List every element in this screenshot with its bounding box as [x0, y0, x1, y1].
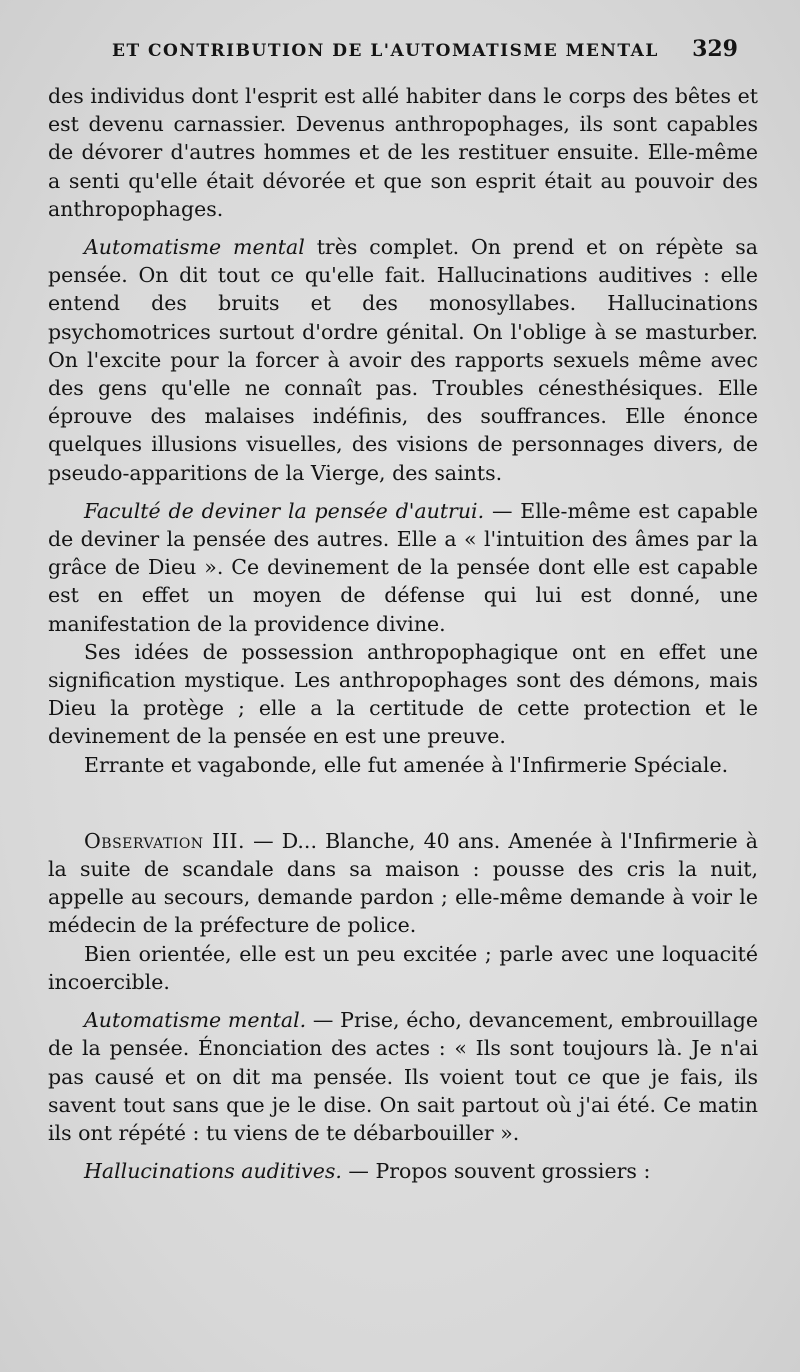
paragraph-continuation — [48, 82, 758, 223]
paragraph-possession — [48, 638, 758, 751]
paragraph-automatisme-mental — [48, 233, 758, 487]
running-title: ET CONTRIBUTION DE L'AUTOMATISME MENTAL — [112, 41, 659, 61]
paragraph-text: des individus dont l'esprit est allé habiter dans le corps des bêtes et est devenu carnassier. Devenus anthropophages, ils sont capables de dévorer d'autres hommes et de les restituer ensuite. Elle-même a senti qu'elle était dévorée et que son esprit était au pouvoir des anthropophages. — [48, 84, 758, 221]
paragraph-hallucinations-auditives — [48, 1157, 758, 1185]
section-heading: Automatisme mental. — [84, 1008, 307, 1033]
paragraph-text: Errante et vagabonde, elle fut amenée à l'Infirmerie Spéciale. — [84, 752, 729, 777]
paragraph-observation-iii — [48, 827, 758, 940]
paragraph-text: Bien orientée, elle est un peu excitée ; parle avec une loquacité incoercible. — [48, 941, 758, 994]
section-heading: Faculté de deviner la pensée d'autrui. — [84, 498, 485, 523]
paragraph-text: — Elle-même est capable de deviner la pensée des autres. Elle a « l'intuition des âmes par la grâce de Dieu ». Ce devinement de la pensée dont elle est capable est en effet un moyen de défense qui lui est donné, une manifestation de la providence divine. — [48, 498, 759, 636]
paragraph-bien-orientee — [48, 940, 758, 996]
section-heading: Hallucinations auditives. — [84, 1159, 342, 1184]
paragraph-text: — D... Blanche, 40 ans. Amenée à l'Infirmerie à la suite de scandale dans sa maison : pousse des cris la nuit, appelle au secours, demande pardon ; elle-même demande à voir le médecin de la préfecture de police. — [48, 828, 759, 938]
paragraph-text: très complet. On prend et on répète sa pensée. On dit tout ce qu'elle fait. Hallucinations auditives : elle entend des bruits et des monosyllabes. Hallucinations psychomotrices surtout d'ordre génital. On l'oblige à se masturber. On l'excite pour la forcer à avoir des rapports sexuels même avec des gens qu'elle ne connaît pas. Troubles cénesthésiques. Elle éprouve des malaises indéfinis, des souffrances. Elle énonce quelques illusions visuelles, des visions de personnages divers, de pseudo-apparitions de la Vierge, des saints. — [48, 235, 758, 485]
section-heading: Automatisme mental — [84, 235, 305, 260]
paragraph-text: — Prise, écho, devancement, embrouillage de la pensée. Énonciation des actes : « Ils sont toujours là. Je n'ai pas causé et on dit ma pensée. Ils voient tout ce que je fais, ils savent tout sans que je le dise. On sait partout où j'ai été. Ce matin ils ont répété : tu viens de te débarbouiller ». — [48, 1008, 758, 1145]
page-body — [48, 82, 758, 1185]
page-header — [112, 36, 738, 66]
observation-label: Observation III. — [84, 828, 245, 853]
paragraph-automatisme-mental-2 — [48, 1006, 758, 1147]
paragraph-faculte-deviner — [48, 497, 758, 638]
paragraph-text: Ses idées de possession anthropophagique ont en effet une signification mystique. Les anthropophages sont des démons, mais Dieu la protège ; elle a la certitude de cette protection et le devinement de la pensée en est une preuve. — [48, 639, 758, 749]
page-number: 329 — [692, 36, 738, 62]
paragraph-errante — [48, 751, 758, 779]
paragraph-text: — Propos souvent grossiers : — [341, 1159, 651, 1184]
